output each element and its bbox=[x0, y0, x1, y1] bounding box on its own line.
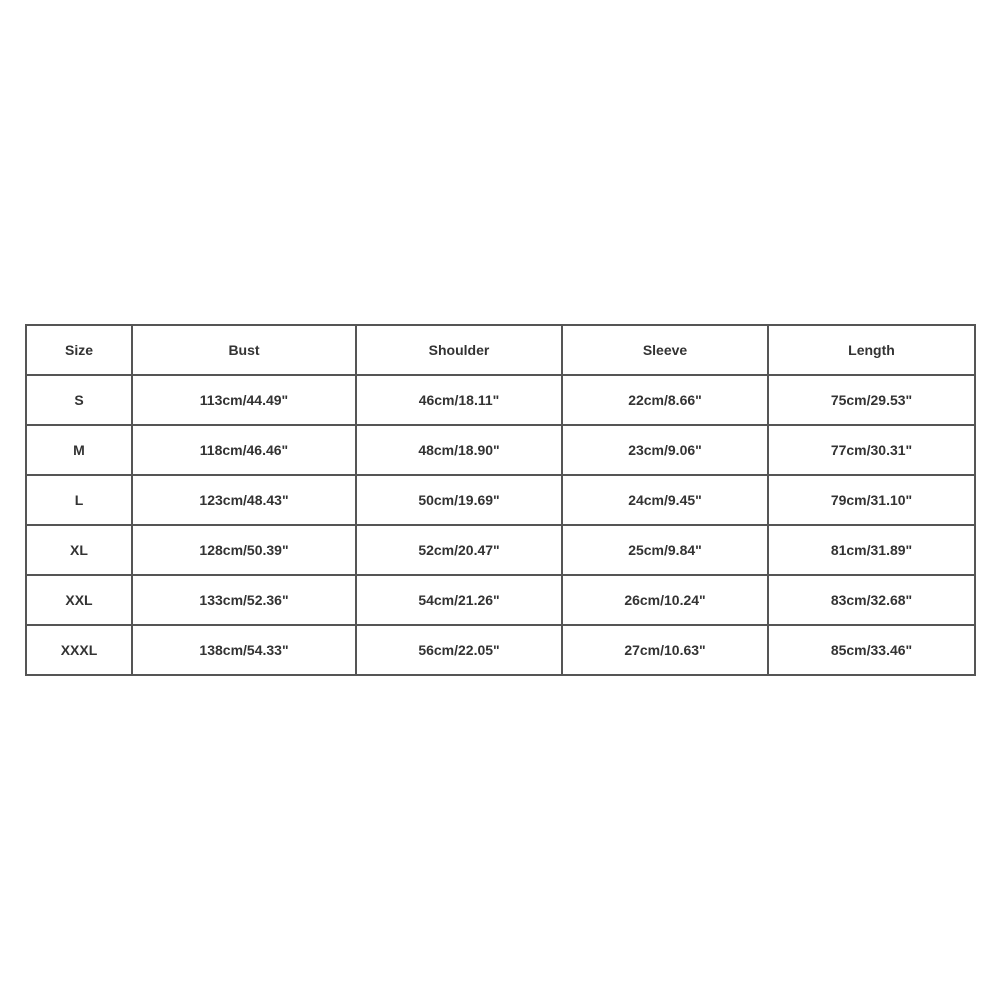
header-size: Size bbox=[26, 325, 132, 375]
header-length: Length bbox=[768, 325, 975, 375]
cell-bust: 118cm/46.46" bbox=[132, 425, 356, 475]
cell-shoulder: 54cm/21.26" bbox=[356, 575, 562, 625]
cell-size: L bbox=[26, 475, 132, 525]
cell-bust: 128cm/50.39" bbox=[132, 525, 356, 575]
cell-length: 81cm/31.89" bbox=[768, 525, 975, 575]
cell-shoulder: 48cm/18.90" bbox=[356, 425, 562, 475]
table-row bbox=[26, 575, 975, 625]
cell-bust: 133cm/52.36" bbox=[132, 575, 356, 625]
cell-sleeve: 25cm/9.84" bbox=[562, 525, 768, 575]
table-row bbox=[26, 425, 975, 475]
table-row bbox=[26, 525, 975, 575]
cell-size: XL bbox=[26, 525, 132, 575]
cell-shoulder: 52cm/20.47" bbox=[356, 525, 562, 575]
cell-sleeve: 27cm/10.63" bbox=[562, 625, 768, 675]
cell-length: 83cm/32.68" bbox=[768, 575, 975, 625]
cell-size: XXL bbox=[26, 575, 132, 625]
table-header-row bbox=[26, 325, 975, 375]
cell-length: 75cm/29.53" bbox=[768, 375, 975, 425]
cell-sleeve: 24cm/9.45" bbox=[562, 475, 768, 525]
cell-shoulder: 46cm/18.11" bbox=[356, 375, 562, 425]
cell-size: M bbox=[26, 425, 132, 475]
cell-shoulder: 50cm/19.69" bbox=[356, 475, 562, 525]
cell-sleeve: 26cm/10.24" bbox=[562, 575, 768, 625]
cell-length: 77cm/30.31" bbox=[768, 425, 975, 475]
table-row bbox=[26, 625, 975, 675]
cell-bust: 138cm/54.33" bbox=[132, 625, 356, 675]
header-sleeve: Sleeve bbox=[562, 325, 768, 375]
header-bust: Bust bbox=[132, 325, 356, 375]
cell-sleeve: 23cm/9.06" bbox=[562, 425, 768, 475]
table-row bbox=[26, 375, 975, 425]
cell-bust: 113cm/44.49" bbox=[132, 375, 356, 425]
cell-length: 85cm/33.46" bbox=[768, 625, 975, 675]
cell-sleeve: 22cm/8.66" bbox=[562, 375, 768, 425]
size-chart-table bbox=[25, 324, 976, 676]
cell-length: 79cm/31.10" bbox=[768, 475, 975, 525]
cell-bust: 123cm/48.43" bbox=[132, 475, 356, 525]
cell-size: XXXL bbox=[26, 625, 132, 675]
header-shoulder: Shoulder bbox=[356, 325, 562, 375]
table-row bbox=[26, 475, 975, 525]
cell-size: S bbox=[26, 375, 132, 425]
cell-shoulder: 56cm/22.05" bbox=[356, 625, 562, 675]
